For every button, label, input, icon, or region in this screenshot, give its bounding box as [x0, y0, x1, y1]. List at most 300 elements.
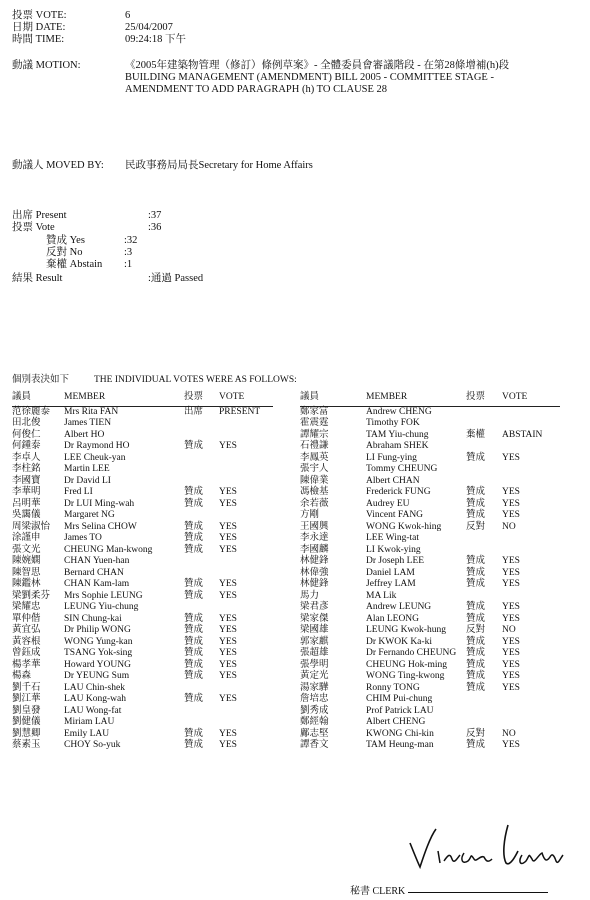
no-label: 反對 No [46, 247, 83, 258]
vote-chinese [184, 464, 219, 476]
member-name-chinese: 楊森 [12, 671, 32, 681]
clerk-label: 秘書 CLERK [350, 886, 406, 897]
votes-table-right-body [300, 406, 560, 752]
vote-value [219, 476, 273, 488]
table-row [12, 499, 273, 511]
vote-value [502, 464, 560, 476]
abstain-value: :1 [124, 259, 133, 270]
member-name-chinese: 李柱銘 [12, 464, 41, 474]
table-row [12, 441, 273, 453]
vote-chinese: 贊成 [466, 671, 486, 681]
table-row [12, 648, 273, 660]
member-name: Dr LUI Ming-wah [64, 498, 135, 509]
votes-table-left [12, 392, 273, 752]
table-row [300, 602, 560, 614]
vote-chinese: 贊成 [466, 498, 486, 509]
vote-chinese: 贊成 [184, 544, 204, 555]
vote-chinese: 贊成 [184, 636, 204, 647]
member-name-chinese: 方剛 [300, 510, 320, 520]
table-row [12, 522, 273, 534]
table-row [300, 706, 560, 718]
member-name: TAM Yiu-chung [366, 429, 429, 440]
vote-value [502, 706, 560, 718]
table-row [12, 568, 273, 580]
member-name: Martin LEE [64, 464, 110, 474]
vote-chinese [466, 533, 502, 545]
vote-value: YES [219, 544, 237, 555]
table-row [300, 568, 560, 580]
table-row [300, 556, 560, 568]
motion-line-chinese: 《2005年建築物管理（修訂）條例草案》- 全體委員會審議階段 - 在第28條增補(h)段 [125, 60, 510, 71]
vote-chinese: 贊成 [184, 740, 204, 750]
table-row [300, 614, 560, 626]
vote-value: YES [502, 498, 520, 509]
vote-value [219, 418, 273, 430]
table-row [300, 453, 560, 465]
vote-chinese: 贊成 [466, 636, 486, 647]
member-name-chinese: 黃宜弘 [12, 625, 41, 635]
member-name-chinese: 馮檢基 [300, 487, 329, 497]
member-name: CHOY So-yuk [64, 740, 121, 750]
date-value: 25/04/2007 [125, 22, 173, 33]
member-name-chinese: 田北俊 [12, 418, 41, 428]
vote-chinese [466, 418, 502, 430]
member-name: MA Lik [366, 590, 397, 601]
member-name-chinese: 李卓人 [12, 452, 41, 463]
member-name: LAU Kong-wah [64, 694, 127, 704]
table-row [300, 464, 560, 476]
member-name: Albert CHAN [366, 475, 420, 486]
member-name-chinese: 張學明 [300, 659, 329, 670]
column-header-member: MEMBER [64, 392, 184, 406]
table-row [12, 453, 273, 465]
vote-value: YES [502, 556, 520, 566]
member-name: LEUNG Yiu-chung [64, 602, 139, 612]
table-row [300, 671, 560, 683]
member-name-chinese: 范徐麗泰 [12, 406, 51, 417]
member-name-chinese: 詹培忠 [300, 694, 329, 704]
table-row [300, 694, 560, 706]
member-name-chinese: 蔡素玉 [12, 740, 41, 750]
member-name-chinese: 梁國雄 [300, 625, 329, 635]
member-name-chinese: 呂明華 [12, 498, 41, 509]
vote-value: YES [502, 671, 520, 681]
vote-value [219, 602, 273, 614]
vote-chinese: 贊成 [184, 625, 204, 635]
vote-chinese: 贊成 [466, 487, 486, 497]
moved-by-value: 民政事務局局長Secretary for Home Affairs [125, 160, 313, 171]
vote-chinese [184, 602, 219, 614]
vote-chinese: 贊成 [466, 740, 486, 750]
member-name: CHIM Pui-chung [366, 694, 433, 704]
vote-value: YES [502, 659, 520, 670]
vote-chinese: 贊成 [184, 648, 204, 658]
member-name-chinese: 李國寶 [12, 475, 41, 486]
vote-chinese: 出席 [184, 406, 204, 417]
vote-chinese [184, 430, 219, 442]
vote-chinese: 棄權 [466, 429, 486, 440]
vote-value: YES [219, 579, 237, 589]
table-row [12, 694, 273, 706]
table-row [300, 729, 560, 741]
vote-chinese: 贊成 [184, 728, 204, 739]
vote-value: YES [502, 510, 520, 520]
table-row [12, 660, 273, 672]
vote-value: YES [219, 671, 237, 681]
yes-label: 贊成 Yes [46, 235, 85, 246]
member-name: James TIEN [64, 418, 112, 428]
member-name-chinese: 楊孝華 [12, 659, 41, 670]
vote-number-label: 投票 VOTE: [12, 10, 67, 21]
vote-chinese: 贊成 [184, 659, 204, 670]
column-header-attendance: 投票 [184, 392, 219, 406]
vote-value [502, 694, 560, 706]
vote-chinese [184, 568, 219, 580]
member-name-chinese: 劉慧卿 [12, 728, 41, 739]
table-row [300, 683, 560, 695]
vote-value: NO [502, 521, 516, 532]
member-name: CHAN Yuen-han [64, 556, 130, 566]
vote-chinese [466, 464, 502, 476]
vote-chinese: 贊成 [466, 510, 486, 520]
member-name: LEE Wing-tat [366, 533, 419, 543]
member-name: TSANG Yok-sing [64, 648, 133, 658]
vote-chinese: 贊成 [184, 487, 204, 497]
votes-table-left-header [12, 392, 273, 406]
vote-chinese [466, 406, 502, 418]
member-name: Timothy FOK [366, 418, 420, 428]
vote-value: YES [502, 452, 520, 463]
time-value: 09:24:18 下午 [125, 34, 186, 45]
vote-chinese: 贊成 [184, 590, 204, 601]
column-header-attendance: 投票 [466, 392, 502, 406]
table-row [12, 510, 273, 522]
vote-value: NO [502, 625, 516, 635]
vote-value [502, 406, 560, 418]
member-name: SIN Chung-kai [64, 613, 122, 624]
member-name: Fred LI [64, 487, 93, 497]
column-header-vote: VOTE [502, 392, 560, 406]
table-row [12, 740, 273, 752]
vote-chinese [466, 591, 502, 603]
member-name: Abraham SHEK [366, 441, 429, 451]
table-row [12, 556, 273, 568]
member-name: Frederick FUNG [366, 487, 431, 497]
column-header-name-zh: 議員 [300, 392, 366, 406]
member-name-chinese: 李永達 [300, 533, 329, 543]
table-row [12, 625, 273, 637]
column-header-name-zh: 議員 [12, 392, 64, 406]
vote-value [502, 591, 560, 603]
vote-chinese: 贊成 [466, 452, 486, 463]
member-name: Dr KWOK Ka-ki [366, 636, 432, 647]
member-name-chinese: 張超雄 [300, 648, 329, 658]
vote-chinese [466, 694, 502, 706]
member-name-chinese: 曾鈺成 [12, 648, 41, 658]
vote-chinese: 贊成 [184, 671, 204, 681]
table-row [300, 510, 560, 522]
vote-value: YES [219, 740, 237, 750]
clerk-signature [400, 815, 565, 875]
member-name: Andrew LEUNG [366, 602, 432, 612]
votes-cast-label: 投票 Vote [12, 222, 55, 233]
member-name-chinese: 黃定光 [300, 671, 329, 681]
member-name: LEUNG Kwok-hung [366, 625, 446, 635]
member-name: WONG Kwok-hing [366, 521, 442, 532]
member-name: Dr Fernando CHEUNG [366, 648, 457, 658]
motion-line-english-1: BUILDING MANAGEMENT (AMENDMENT) BILL 2005 - COMMITTEE STAGE - [125, 72, 494, 83]
motion-line-english-2: AMENDMENT TO ADD PARAGRAPH (h) TO CLAUSE 28 [125, 84, 388, 95]
vote-value: YES [502, 567, 520, 578]
member-name: CHEUNG Hok-ming [366, 659, 448, 670]
member-name-chinese: 梁耀忠 [12, 602, 41, 612]
table-row [300, 591, 560, 603]
member-name: Ronny TONG [366, 682, 420, 693]
vote-chinese [466, 476, 502, 488]
member-name-chinese: 劉健儀 [12, 717, 41, 727]
vote-value: NO [502, 728, 516, 739]
member-name: Dr YEUNG Sum [64, 671, 130, 681]
member-name: LI Fung-ying [366, 452, 417, 463]
vote-chinese: 反對 [466, 625, 486, 635]
vote-chinese: 贊成 [466, 602, 486, 612]
member-name-chinese: 林偉強 [300, 567, 329, 578]
signature-line [408, 892, 548, 893]
table-row [12, 637, 273, 649]
vote-value: YES [502, 602, 520, 612]
table-row [12, 464, 273, 476]
vote-chinese [466, 717, 502, 729]
table-row [300, 430, 560, 442]
table-row [300, 648, 560, 660]
member-name-chinese: 王國興 [300, 521, 329, 532]
vote-value [219, 430, 273, 442]
vote-value [219, 464, 273, 476]
member-name-chinese: 鄭經翰 [300, 717, 329, 727]
individual-votes-heading-english: THE INDIVIDUAL VOTES WERE AS FOLLOWS: [94, 375, 297, 385]
vote-value: YES [219, 625, 237, 635]
table-row [300, 418, 560, 430]
date-label: 日期 DATE: [12, 22, 66, 33]
member-name-chinese: 李國麟 [300, 544, 329, 555]
table-row [300, 545, 560, 557]
vote-value [502, 717, 560, 729]
vote-value: YES [219, 694, 237, 704]
member-name: Mrs Selina CHOW [64, 521, 137, 532]
table-row [12, 717, 273, 729]
time-label: 時間 TIME: [12, 34, 65, 45]
table-row [300, 637, 560, 649]
table-row [12, 614, 273, 626]
member-name-chinese: 馬力 [300, 590, 320, 601]
table-row [300, 487, 560, 499]
vote-chinese [184, 706, 219, 718]
table-row [12, 545, 273, 557]
member-name-chinese: 李華明 [12, 487, 41, 497]
member-name: CHAN Kam-lam [64, 579, 130, 589]
table-row [300, 660, 560, 672]
member-name-chinese: 譚香文 [300, 740, 329, 750]
member-name-chinese: 余若薇 [300, 498, 329, 509]
member-name: Mrs Sophie LEUNG [64, 590, 143, 601]
member-name-chinese: 李鳳英 [300, 452, 329, 463]
vote-value [219, 683, 273, 695]
vote-value [502, 418, 560, 430]
vote-chinese [466, 545, 502, 557]
vote-chinese [184, 418, 219, 430]
vote-chinese: 贊成 [184, 694, 204, 704]
member-name: TAM Heung-man [366, 740, 434, 750]
member-name-chinese: 單仲偕 [12, 613, 41, 624]
vote-value [502, 441, 560, 453]
abstain-label: 棄權 Abstain [46, 259, 103, 270]
vote-chinese: 贊成 [466, 556, 486, 566]
vote-chinese [184, 717, 219, 729]
motion-label: 動議 MOTION: [12, 60, 81, 71]
vote-chinese: 贊成 [184, 613, 204, 624]
vote-chinese: 贊成 [466, 682, 486, 693]
table-row [300, 625, 560, 637]
table-row [12, 430, 273, 442]
present-value: :37 [148, 210, 162, 221]
table-row [12, 406, 273, 418]
table-row [12, 476, 273, 488]
member-name-chinese: 陳智思 [12, 567, 41, 578]
vote-value [219, 706, 273, 718]
table-row [12, 591, 273, 603]
member-name-chinese: 湯家驊 [300, 682, 329, 693]
vote-value: YES [502, 740, 520, 750]
member-name-chinese: 霍震霆 [300, 418, 329, 428]
result-label: 結果 Result [12, 273, 63, 284]
vote-chinese: 贊成 [184, 579, 204, 589]
table-row [12, 418, 273, 430]
member-name-chinese: 張宇人 [300, 464, 329, 474]
table-row [300, 499, 560, 511]
votes-table-left-body [12, 406, 273, 752]
vote-value: YES [219, 613, 237, 624]
votes-table-right-header [300, 392, 560, 406]
member-name: CHEUNG Man-kwong [64, 544, 153, 555]
member-name-chinese: 吳靄儀 [12, 510, 41, 520]
vote-value: YES [219, 590, 237, 601]
vote-value [502, 533, 560, 545]
member-name: Prof Patrick LAU [366, 705, 434, 716]
vote-value [219, 568, 273, 580]
vote-chinese [466, 441, 502, 453]
member-name: Albert CHENG [366, 717, 426, 727]
member-name: LI Kwok-ying [366, 544, 421, 555]
member-name-chinese: 周梁淑怡 [12, 521, 51, 532]
member-name: Alan LEONG [366, 613, 420, 624]
vote-value [219, 556, 273, 568]
member-name: Andrew CHENG [366, 406, 432, 417]
table-row [12, 671, 273, 683]
member-name: Emily LAU [64, 728, 110, 739]
vote-value: YES [502, 487, 520, 497]
votes-table-right [300, 392, 560, 752]
vote-value: YES [219, 636, 237, 647]
column-header-member: MEMBER [366, 392, 466, 406]
vote-chinese: 反對 [466, 521, 486, 532]
member-name: Daniel LAM [366, 567, 415, 578]
table-row [300, 533, 560, 545]
table-row [12, 487, 273, 499]
vote-chinese [184, 556, 219, 568]
vote-chinese: 贊成 [184, 498, 204, 509]
member-name: James TO [64, 533, 102, 543]
vote-value [502, 545, 560, 557]
present-label: 出席 Present [12, 210, 67, 221]
member-name-chinese: 譚耀宗 [300, 429, 329, 440]
vote-chinese [466, 706, 502, 718]
vote-value: YES [219, 498, 237, 509]
vote-value: YES [502, 648, 520, 658]
table-row [300, 476, 560, 488]
vote-value: ABSTAIN [502, 429, 543, 440]
member-name: Dr Joseph LEE [366, 556, 425, 566]
member-name-chinese: 鄭家富 [300, 406, 329, 417]
table-row [300, 406, 560, 418]
member-name-chinese: 梁劉柔芬 [12, 590, 51, 601]
vote-value: YES [219, 487, 237, 497]
member-name-chinese: 鄺志堅 [300, 728, 329, 739]
table-row [12, 706, 273, 718]
table-row [300, 740, 560, 752]
member-name: Bernard CHAN [64, 567, 124, 578]
moved-by-label: 動議人 MOVED BY: [12, 160, 104, 171]
member-name-chinese: 張文光 [12, 544, 41, 555]
table-row [12, 579, 273, 591]
member-name: Audrey EU [366, 498, 410, 509]
vote-value: YES [219, 728, 237, 739]
member-name-chinese: 劉江華 [12, 694, 41, 704]
member-name: Dr Raymond HO [64, 441, 130, 451]
vote-chinese: 贊成 [466, 579, 486, 589]
table-row [12, 533, 273, 545]
motion-text [125, 60, 585, 96]
table-row [300, 579, 560, 591]
vote-chinese [184, 510, 219, 522]
vote-value: YES [502, 682, 520, 693]
member-name: LAU Wong-fat [64, 705, 122, 716]
vote-chinese: 贊成 [184, 441, 204, 451]
vote-chinese: 贊成 [184, 521, 204, 532]
member-name: Dr David LI [64, 475, 111, 486]
vote-value [219, 717, 273, 729]
vote-value [219, 510, 273, 522]
vote-value: YES [502, 636, 520, 647]
member-name: WONG Ting-kwong [366, 671, 445, 681]
individual-votes-heading-chinese: 個別表決如下 [12, 375, 70, 385]
member-name-chinese: 陳鑑林 [12, 579, 41, 589]
vote-chinese: 贊成 [466, 567, 486, 578]
yes-value: :32 [124, 235, 138, 246]
member-name: LEE Cheuk-yan [64, 452, 126, 463]
vote-chinese [184, 476, 219, 488]
column-header-vote: VOTE [219, 392, 273, 406]
vote-number-value: 6 [125, 10, 131, 21]
member-name: LAU Chin-shek [64, 682, 125, 693]
member-name-chinese: 梁家傑 [300, 613, 329, 624]
member-name: Margaret NG [64, 510, 115, 520]
no-value: :3 [124, 247, 133, 258]
table-row [300, 717, 560, 729]
table-row [300, 441, 560, 453]
member-name: Dr Philip WONG [64, 625, 131, 635]
table-row [12, 729, 273, 741]
member-name-chinese: 何鍾泰 [12, 441, 41, 451]
